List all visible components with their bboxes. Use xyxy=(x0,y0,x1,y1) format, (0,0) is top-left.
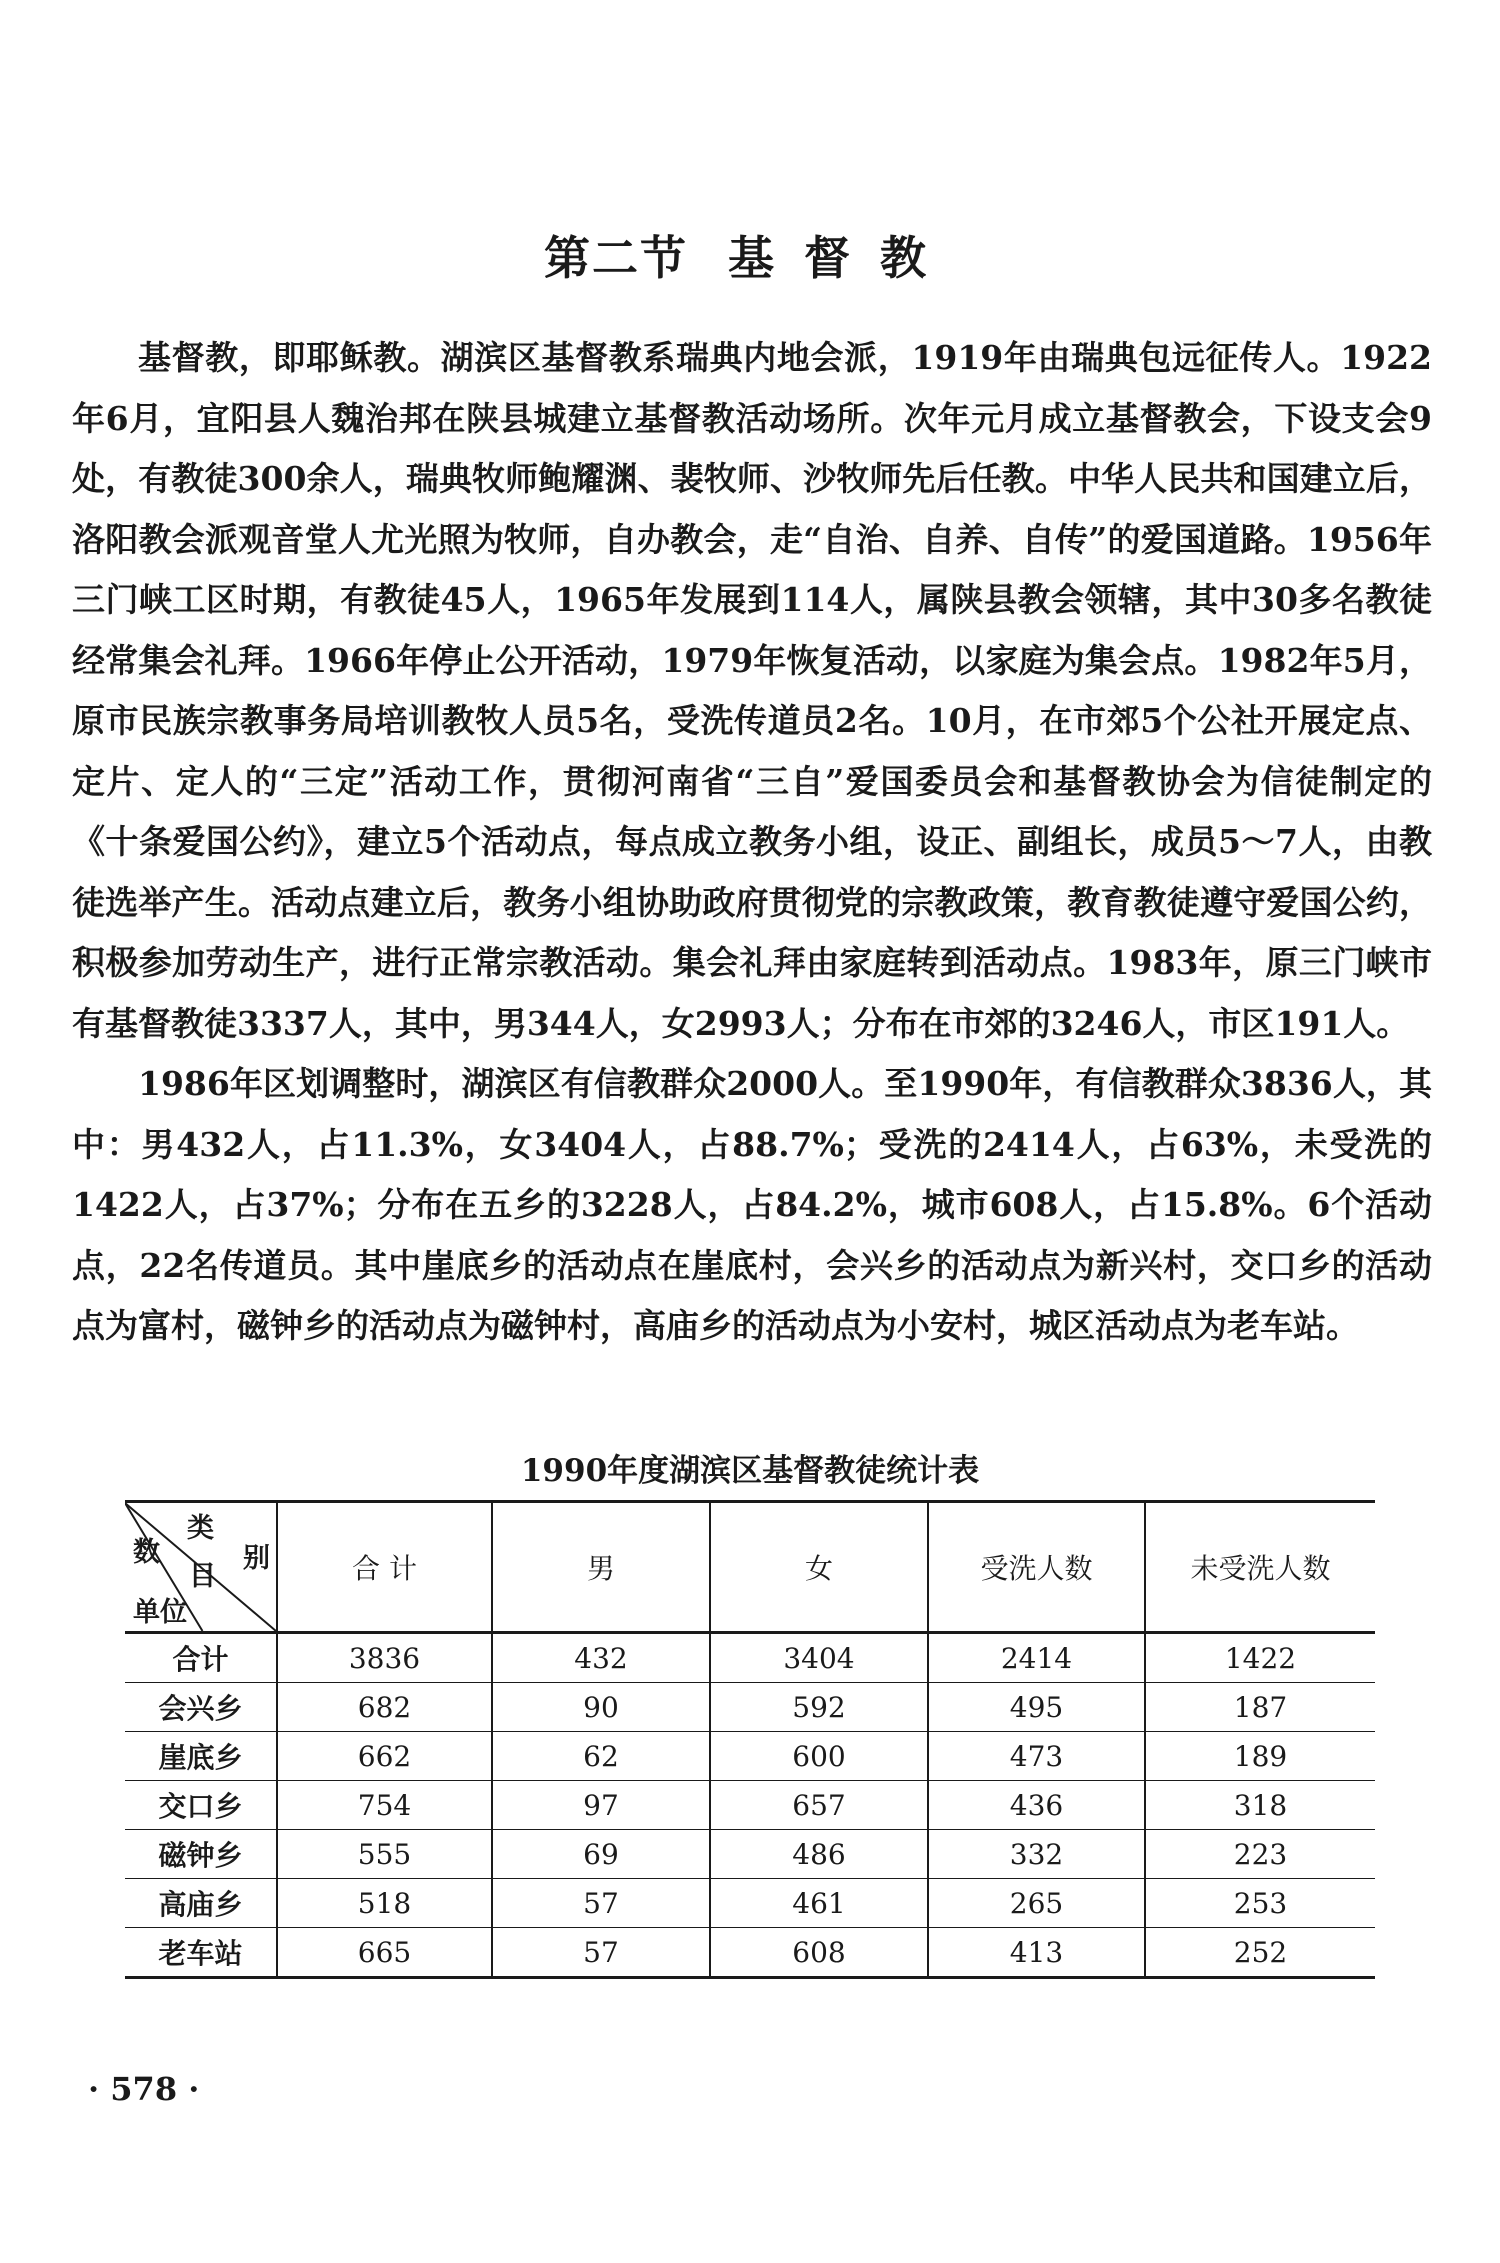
paragraph-2: 1986年区划调整时，湖滨区有信教群众2000人。至1990年，有信教群众3836人，其中：男432人，占11.3%，女3404人，占88.7%；受洗的2414人，占63%，未受洗的1422人，占37%；分布在五乡的3228人，占84.2%，城市608人，占15.8%。6个活动点，22名传道员。其中崖底乡的活动点在崖底村，会兴乡的活动点为新兴村，交口乡的活动点为富村，磁钟乡的活动点为磁钟村，高庙乡的活动点为小安村，城区活动点为老车站。 xyxy=(72,1064,1432,1345)
cell-female: 657 xyxy=(710,1781,928,1830)
cell-unbaptized: 189 xyxy=(1145,1732,1375,1781)
table-row xyxy=(125,1781,1375,1830)
table-header-row xyxy=(125,1502,1375,1633)
row-unit: 崖底乡 xyxy=(125,1732,277,1781)
cell-female: 600 xyxy=(710,1732,928,1781)
body-text xyxy=(72,328,1432,1357)
corner-unit-label: 单位 xyxy=(133,1597,187,1628)
page-number: · 578 · xyxy=(88,2070,200,2108)
table-row xyxy=(125,1683,1375,1732)
cell-male: 57 xyxy=(492,1928,710,1978)
cell-unbaptized: 1422 xyxy=(1145,1633,1375,1683)
cell-total: 662 xyxy=(277,1732,492,1781)
row-unit: 合计 xyxy=(125,1633,277,1683)
row-unit: 高庙乡 xyxy=(125,1879,277,1928)
cell-unbaptized: 253 xyxy=(1145,1879,1375,1928)
corner-mu-label: 目 xyxy=(189,1561,216,1592)
cell-unbaptized: 223 xyxy=(1145,1830,1375,1879)
corner-category-label: 类 xyxy=(187,1513,214,1544)
section-number: 第二节 xyxy=(544,231,688,285)
table-row xyxy=(125,1928,1375,1978)
cell-female: 461 xyxy=(710,1879,928,1928)
cell-unbaptized: 252 xyxy=(1145,1928,1375,1978)
corner-header-cell xyxy=(125,1502,277,1633)
cell-baptized: 265 xyxy=(928,1879,1145,1928)
cell-total: 3836 xyxy=(277,1633,492,1683)
row-unit: 老车站 xyxy=(125,1928,277,1978)
cell-male: 432 xyxy=(492,1633,710,1683)
cell-baptized: 495 xyxy=(928,1683,1145,1732)
cell-baptized: 436 xyxy=(928,1781,1145,1830)
cell-total: 754 xyxy=(277,1781,492,1830)
cell-baptized: 473 xyxy=(928,1732,1145,1781)
cell-total: 518 xyxy=(277,1879,492,1928)
cell-unbaptized: 318 xyxy=(1145,1781,1375,1830)
table-row xyxy=(125,1633,1375,1683)
cell-male: 57 xyxy=(492,1879,710,1928)
cell-baptized: 413 xyxy=(928,1928,1145,1978)
table-row xyxy=(125,1879,1375,1928)
table-row xyxy=(125,1830,1375,1879)
corner-bie-label: 别 xyxy=(243,1543,270,1574)
row-unit: 磁钟乡 xyxy=(125,1830,277,1879)
header-female: 女 xyxy=(710,1502,928,1633)
cell-female: 3404 xyxy=(710,1633,928,1683)
table-title: 1990年度湖滨区基督教徒统计表 xyxy=(520,1453,980,1489)
cell-total: 665 xyxy=(277,1928,492,1978)
row-unit: 会兴乡 xyxy=(125,1683,277,1732)
cell-male: 69 xyxy=(492,1830,710,1879)
header-baptized: 受洗人数 xyxy=(928,1502,1145,1633)
cell-male: 90 xyxy=(492,1683,710,1732)
cell-baptized: 332 xyxy=(928,1830,1145,1879)
cell-male: 97 xyxy=(492,1781,710,1830)
cell-female: 608 xyxy=(710,1928,928,1978)
statistics-table xyxy=(125,1500,1375,1979)
cell-female: 592 xyxy=(710,1683,928,1732)
row-unit: 交口乡 xyxy=(125,1781,277,1830)
cell-male: 62 xyxy=(492,1732,710,1781)
corner-shu-label: 数 xyxy=(133,1537,160,1568)
section-name: 基督教 xyxy=(728,231,956,285)
cell-total: 555 xyxy=(277,1830,492,1879)
header-total: 合 计 xyxy=(277,1502,492,1633)
header-male: 男 xyxy=(492,1502,710,1633)
cell-female: 486 xyxy=(710,1830,928,1879)
cell-total: 682 xyxy=(277,1683,492,1732)
cell-baptized: 2414 xyxy=(928,1633,1145,1683)
header-unbaptized: 未受洗人数 xyxy=(1145,1502,1375,1633)
table-row xyxy=(125,1732,1375,1781)
cell-unbaptized: 187 xyxy=(1145,1683,1375,1732)
paragraph-1: 基督教，即耶稣教。湖滨区基督教系瑞典内地会派，1919年由瑞典包远征传人。1922年6月，宜阳县人魏治邦在陕县城建立基督教活动场所。次年元月成立基督教会，下设支会9处，有教徒300余人，瑞典牧师鲍耀渊、裴牧师、沙牧师先后任教。中华人民共和国建立后，洛阳教会派观音堂人尤光照为牧师，自办教会，走“自治、自养、自传”的爱国道路。1956年三门峡工区时期，有教徒45人，1965年发展到114人，属陕县教会领辖，其中30多名教徒经常集会礼拜。1966年停止公开活动，1979年恢复活动，以家庭为集会点。1982年5月，原市民族宗教事务局培训教牧人员5名，受洗传道员2名。10月，在市郊5个公社开展定点、定片、定人的“三定”活动工作，贯彻河南省“三自”爱国委员会和基督教协会为信徒制定的《十条爱国公约》，建立5个活动点，每点成立教务小组，设正、副组长，成员5～7人，由教徒选举产生。活动点建立后，教务小组协助政府贯彻党的宗教政策，教育教徒遵守爱国公约，积极参加劳动生产，进行正常宗教活动。集会礼拜由家庭转到活动点。1983年，原三门峡市有基督教徒3337人，其中，男344人，女2993人；分布在市郊的3246人，市区191人。 xyxy=(72,338,1432,1043)
section-title xyxy=(0,222,1500,288)
